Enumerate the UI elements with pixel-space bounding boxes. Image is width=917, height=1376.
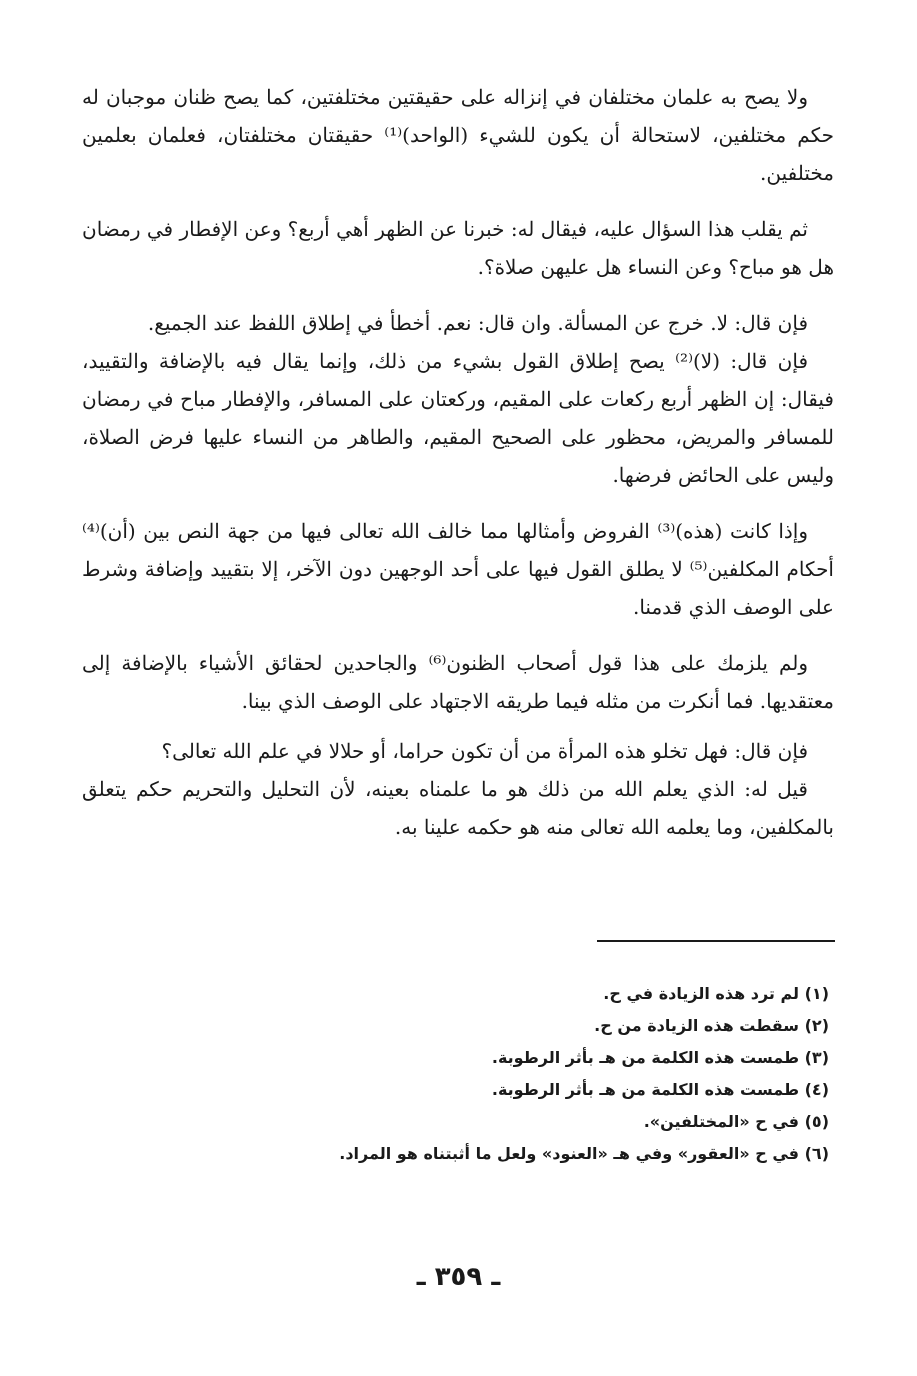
footnote-5: (٥) في ح «المختلفين». bbox=[643, 1112, 829, 1131]
paragraph-6: ولم يلزمك على هذا قول أصحاب الظنون⁽⁶⁾ والجاحدين لحقائق الأشياء بالإضافة إلى معتقديها. فما أنكرت من مثله فيما طريقه الاجتهاد على الوصف الذي بينا. bbox=[82, 651, 834, 713]
paragraph-5: وإذا كانت (هذه)⁽³⁾ الفروض وأمثالها مما خالف الله تعالى فيها من جهة النص بين (أن)⁽⁴⁾ أحكام المكلفين⁽⁵⁾ لا يطلق القول فيها على أحد الوجهين دون الآخر، إلا بتقييد وإضافة وشرط على الوصف الذي قدمنا. bbox=[82, 519, 834, 619]
footnote-6: (٦) في ح «العقور» وفي هـ «العنود» ولعل ما أثبتناه هو المراد. bbox=[339, 1144, 829, 1163]
footnote-1: (١) لم ترد هذه الزيادة في ح. bbox=[603, 984, 829, 1003]
page-number: ـ ٣٥٩ ـ bbox=[416, 1262, 501, 1292]
paragraph-1: ولا يصح به علمان مختلفان في إنزاله على حقيقتين مختلفتين، كما يصح ظنان موجبان له حكم مختلفين، لاستحالة أن يكون للشيء (الواحد)⁽¹⁾ حقيقتان مختلفتان، فعلمان بعلمين مختلفين. bbox=[82, 85, 835, 185]
footnotes-list bbox=[89, 978, 829, 1170]
footnote-3: (٣) طمست هذه الكلمة من هـ بأثر الرطوبة. bbox=[491, 1048, 829, 1067]
paragraph-3: فإن قال: لا. خرج عن المسألة. وان قال: نعم. أخطأ في إطلاق اللفظ عند الجميع. bbox=[147, 311, 808, 335]
footnote-divider bbox=[597, 940, 835, 942]
main-text bbox=[82, 78, 834, 846]
paragraph-4: فإن قال: (لا)⁽²⁾ يصح إطلاق القول بشيء من ذلك، وإنما يقال فيه بالإضافة والتقييد، فيقال: إن الظهر أربع ركعات على المقيم، وركعتان على المسافر، والإفطار مباح في رمضان للمسافر والمريض، محظور على الصحيح المقيم، والطاهر من النساء عليها فرض الصلاة، وليس على الحائض فرضها. bbox=[82, 349, 834, 487]
paragraph-2: ثم يقلب هذا السؤال عليه، فيقال له: خبرنا عن الظهر أهي أربع؟ وعن الإفطار في رمضان هل هو مباح؟ وعن النساء هل عليهن صلاة؟. bbox=[82, 217, 834, 279]
footnote-4: (٤) طمست هذه الكلمة من هـ بأثر الرطوبة. bbox=[491, 1080, 829, 1099]
paragraph-8: قيل له: الذي يعلم الله من ذلك هو ما علمناه بعينه، لأن التحليل والتحريم حكم يتعلق بالمكلفين، وما يعلمه الله تعالى منه هو حكمه علينا به. bbox=[82, 777, 834, 839]
footnote-2: (٢) سقطت هذه الزيادة من ح. bbox=[594, 1016, 829, 1035]
paragraph-7: فإن قال: فهل تخلو هذه المرأة من أن تكون حراما، أو حلالا في علم الله تعالى؟ bbox=[161, 739, 808, 763]
